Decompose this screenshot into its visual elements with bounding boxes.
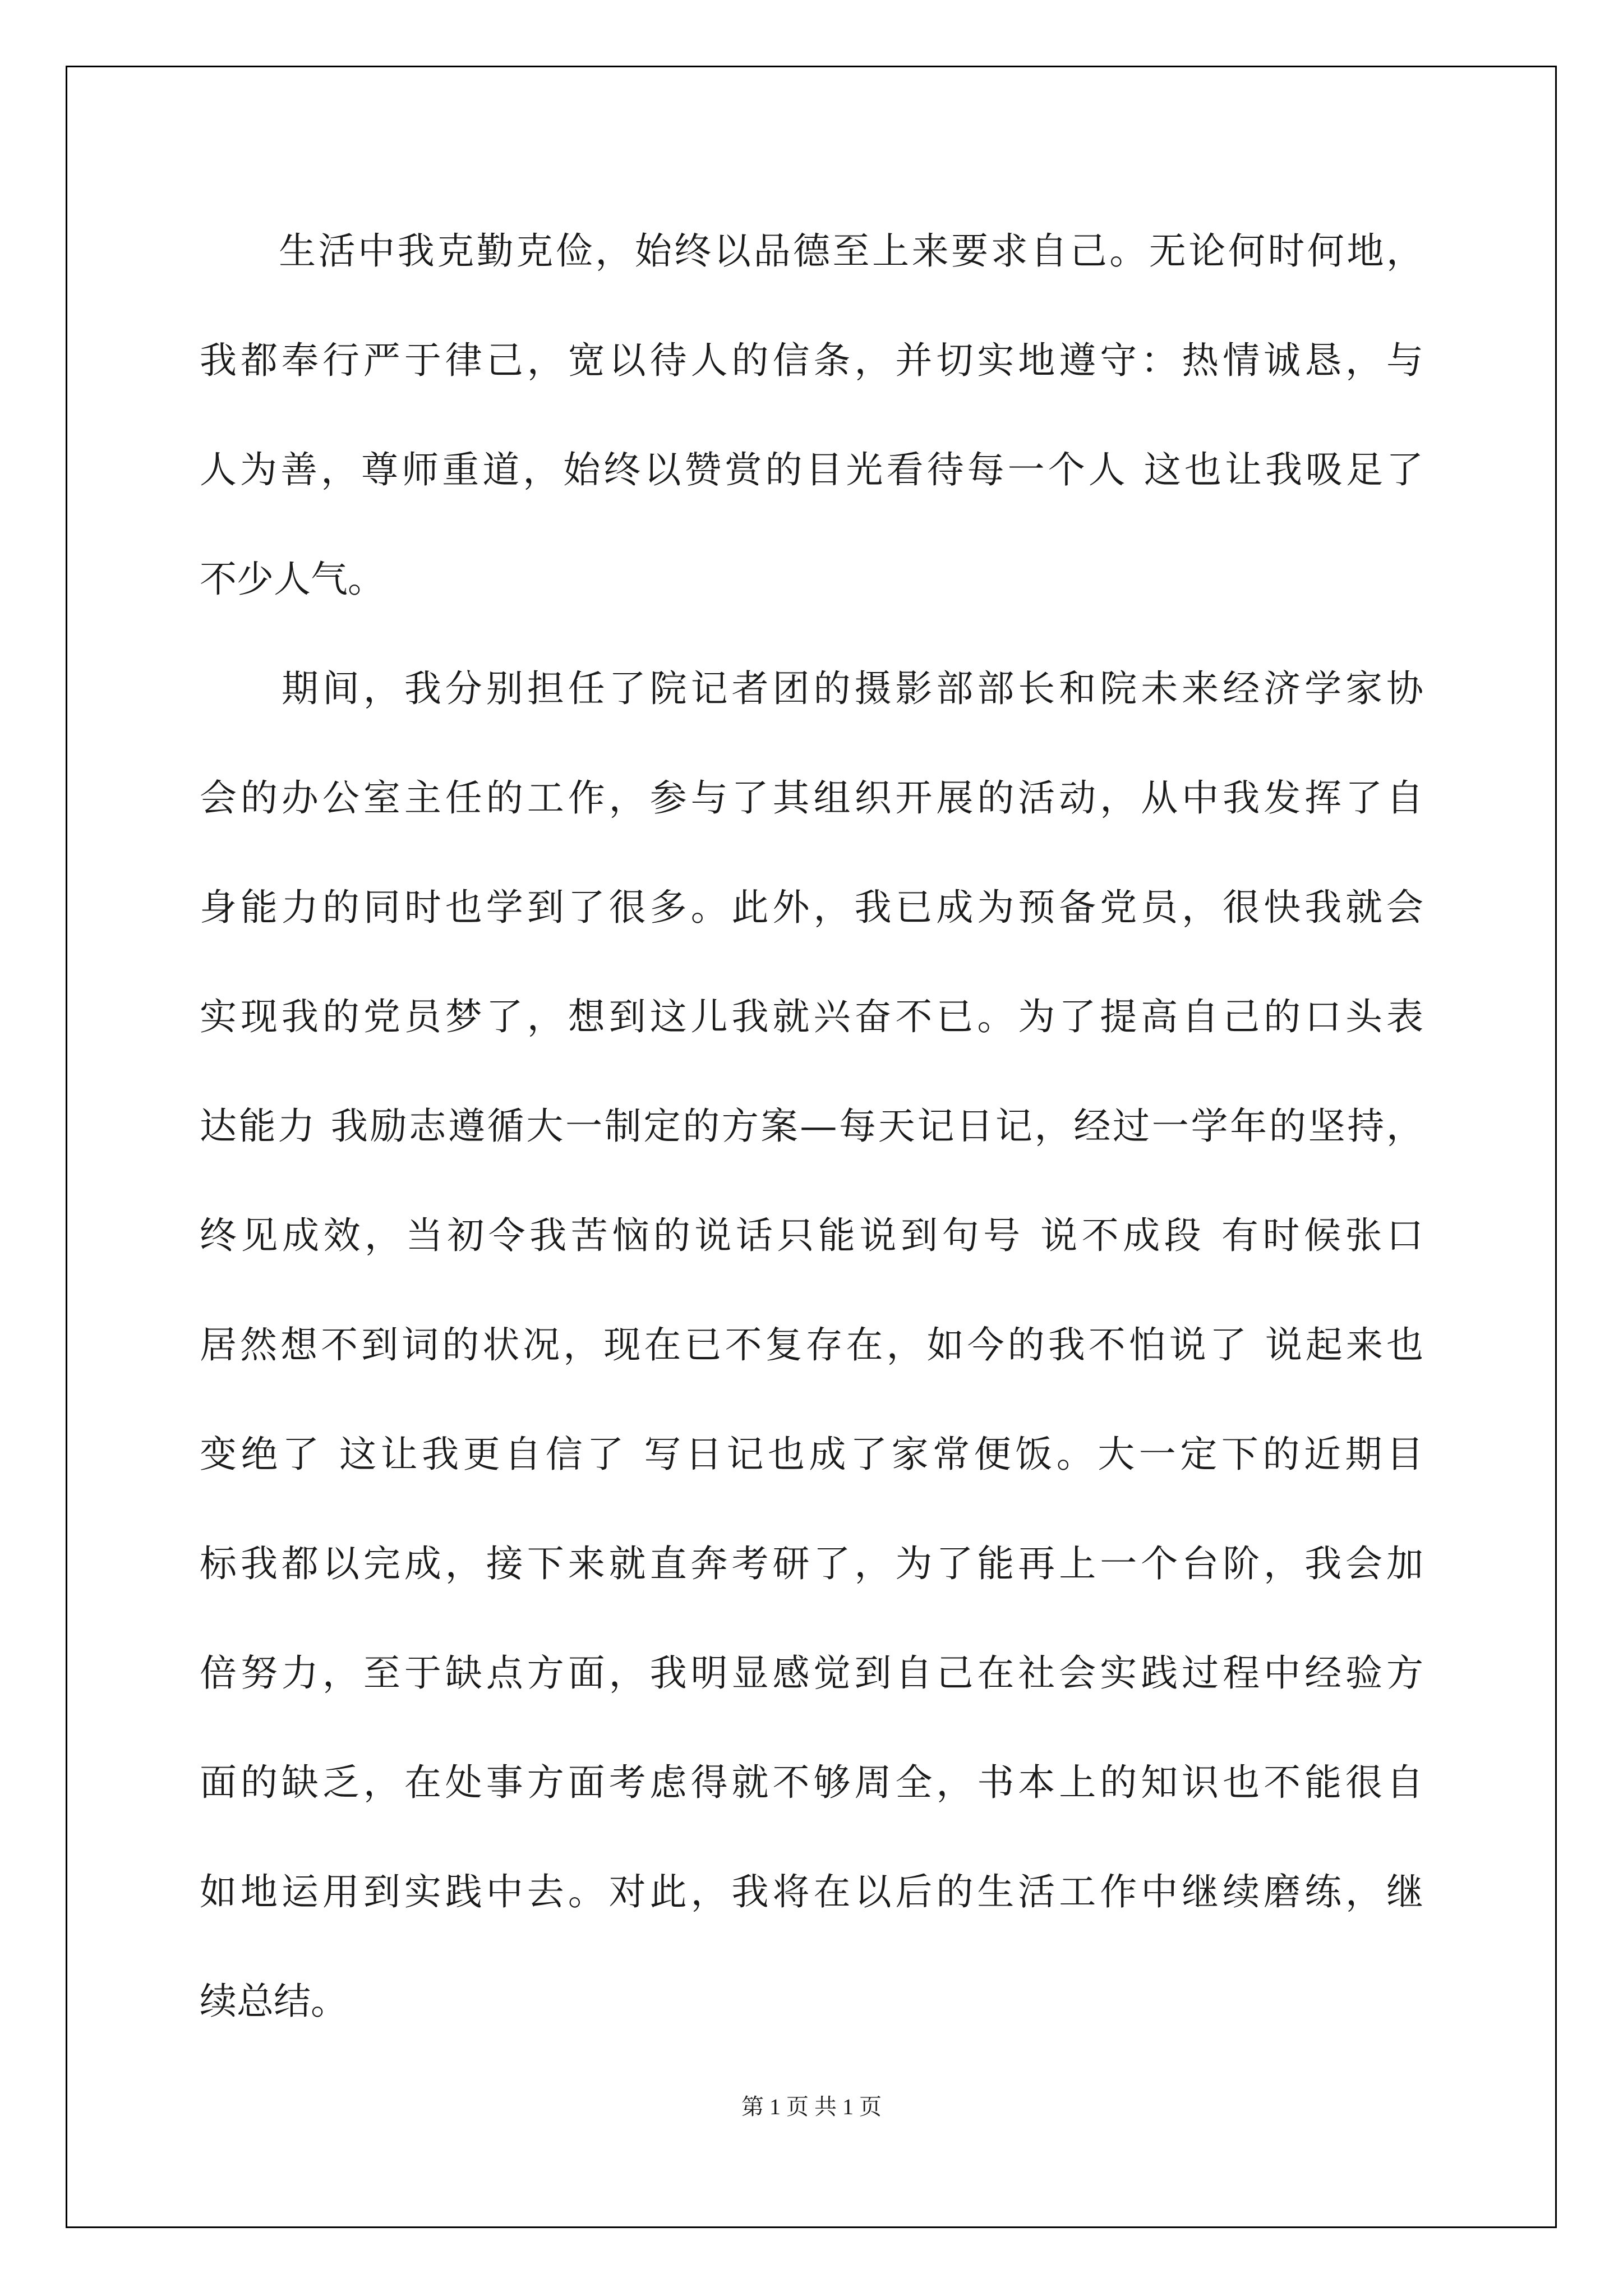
text-line: 终见成效，当初令我苦恼的说话只能说到句号 说不成段 有时候张口 bbox=[200, 1214, 1428, 1257]
text-line: 实现我的党员梦了，想到这儿我就兴奋不已。为了提高自己的口头表 bbox=[200, 995, 1427, 1038]
text-line: 人为善，尊师重道，始终以赞赏的目光看待每一个人 这也让我吸足了 bbox=[200, 448, 1427, 491]
text-line: 不少人气。 bbox=[200, 558, 385, 601]
text-line: 续总结。 bbox=[200, 1980, 348, 2023]
page-number: 第 1 页 共 1 页 bbox=[741, 2094, 882, 2119]
text-line: 达能力 我励志遵循大一制定的方案—每天记日记，经过一学年的坚持， bbox=[200, 1105, 1426, 1148]
text-line: 期间，我分别担任了院记者团的摄影部部长和院未来经济学家协 bbox=[200, 667, 1427, 710]
text-line: 会的办公室主任的工作，参与了其组织开展的活动，从中我发挥了自 bbox=[200, 776, 1427, 820]
text-line: 标我都以完成，接下来就直奔考研了，为了能再上一个台阶，我会加 bbox=[200, 1542, 1427, 1585]
text-line: 身能力的同时也学到了很多。此外，我已成为预备党员，很快我就会 bbox=[200, 886, 1427, 929]
text-line: 我都奉行严于律己，宽以待人的信条，并切实地遵守：热情诚恳，与 bbox=[200, 339, 1427, 382]
text-line: 倍努力，至于缺点方面，我明显感觉到自己在社会实践过程中经验方 bbox=[200, 1651, 1427, 1695]
text-line: 生活中我克勤克俭，始终以品德至上来要求自己。无论何时何地， bbox=[200, 229, 1426, 273]
text-line: 面的缺乏，在处事方面考虑得就不够周全，书本上的知识也不能很自 bbox=[200, 1761, 1427, 1804]
text-line: 变绝了 这让我更自信了 写日记也成了家常便饭。大一定下的近期目 bbox=[200, 1433, 1428, 1476]
text-line: 如地运用到实践中去。对此，我将在以后的生活工作中继续磨练，继 bbox=[200, 1870, 1427, 1913]
text-line: 居然想不到词的状况，现在已不复存在，如今的我不怕说了 说起来也 bbox=[200, 1323, 1427, 1366]
